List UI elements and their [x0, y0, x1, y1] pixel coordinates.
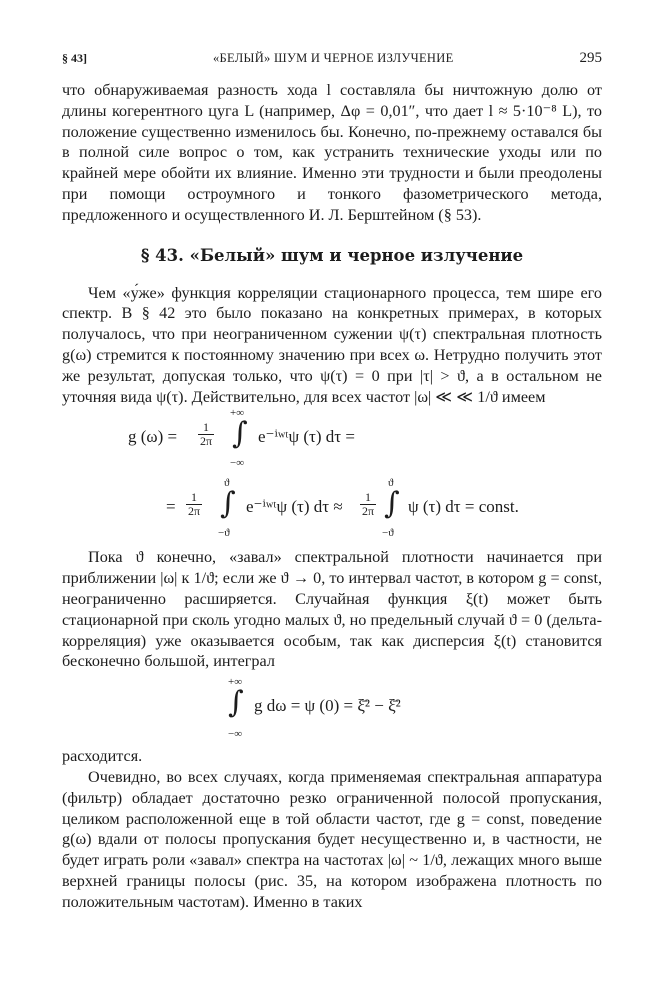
book-page: [62, 50, 602, 913]
eq2-body-2: ψ (τ) dτ = const.: [408, 497, 519, 517]
eq3-upper-limit: +∞: [228, 676, 243, 689]
integral-sign-icon: ∫: [228, 685, 244, 721]
eq2-fraction-1: $\frac{1}{2\pi}$: [188, 490, 201, 519]
eq3-lower-limit: −∞: [228, 728, 243, 741]
eq1-upper-limit: +∞: [230, 407, 245, 420]
eq2-fraction-2: $\frac{1}{2\pi}$: [362, 490, 375, 519]
eq1-lhs: g (ω) =: [128, 427, 178, 447]
eq2-equals: =: [166, 497, 176, 517]
eq2-body-1: e⁻ⁱʷᵗψ (τ) dτ ≈: [246, 497, 343, 517]
paragraph-3: Пока ϑ конечно, «завал» спектральной плотности начинается при приближении |ω| к 1/ϑ; если же ϑ → 0, то интервал частот, в котором g = const, неограниченно расширяется. Случайная функция ξ(t) может быть стационарной при сколь угодно малых ϑ, но предельный случай ϑ = 0 (дельта-корреляция) уже оказывается особым, так как дисперсия ξ(t) становится бесконечно большой, интеграл: [62, 548, 602, 671]
eq2-upper-limit-1: ϑ: [224, 477, 230, 490]
integral-sign-icon: ∫: [232, 416, 248, 452]
eq1-fraction: $\frac{1}{2\pi}$: [200, 420, 213, 449]
paragraph-1: что обнаруживаемая разность хода l составляла бы ничтожную долю от длины когерентного цуга L (например, Δφ = 0,01″, что дает l ≈ 5·10⁻⁸ L), то положение существенно изменилось бы. Конечно, по-прежнему оставался бы в полной силе вопрос о том, как устранить технические уходы или по крайней мере обойти их влияние. Именно эти трудности и были преодолены при помощи остроумного и тонкого фазометрического метода, предложенного и осуществленного И. Л. Берштейном (§ 53).: [62, 81, 602, 224]
integral-sign-icon: ∫: [384, 486, 400, 522]
header-section: § 43]: [62, 51, 87, 65]
page-number: 295: [579, 50, 602, 66]
equation-dispersion-integral: [62, 672, 602, 746]
eq1-lower-limit: −∞: [230, 457, 245, 470]
integral-sign-icon: ∫: [220, 486, 236, 522]
paragraph-4: расходится.: [62, 747, 143, 766]
eq2-lower-limit-1: −ϑ: [218, 527, 230, 540]
eq1-body: e⁻ⁱʷᵗψ (τ) dτ =: [258, 427, 355, 447]
eq2-lower-limit-2: −ϑ: [382, 527, 394, 540]
header-title: «БЕЛЫЙ» ШУМ И ЧЕРНОЕ ИЗЛУЧЕНИЕ: [212, 51, 454, 65]
section-heading: § 43. «Белый» шум и черное излучение: [140, 245, 524, 265]
eq2-upper-limit-2: ϑ: [388, 477, 394, 490]
running-header: [62, 50, 602, 80]
paragraph-2: Чем «у́же» функция корреляции стационарного процесса, тем шире его спектр. В § 42 это было показано на конкретных примерах, в которых получалось, что при неограниченном сужении ψ(τ) спектральная плотность g(ω) стремится к постоянному значению при всех ω. Нетрудно получить этот же результат, допуская только, что ψ(τ) = 0 при |τ| > ϑ, а в остальном не уточняя вида ψ(τ). Действительно, для всех частот |ω| ≪ ≪ 1/ϑ имеем: [62, 283, 602, 406]
paragraph-5: Очевидно, во всех случаях, когда применяемая спектральная аппаратура (фильтр) обладает достаточно резко ограниченной полосой пропускания, целиком расположенной еще в той области частот, где g = const, поведение g(ω) вдали от полосы пропускания будет несущественно и, в частности, не будет играть роли «завал» спектра на частотах |ω| ~ 1/ϑ, лежащих много выше верхней границы полосы (рис. 35, на котором изображена плотность по положительным частотам). Именно в таких: [62, 767, 602, 911]
eq3-body: g dω = ψ (0) = ξ̄² − ξ̄²: [254, 696, 401, 716]
equation-spectral-density: [62, 407, 602, 547]
